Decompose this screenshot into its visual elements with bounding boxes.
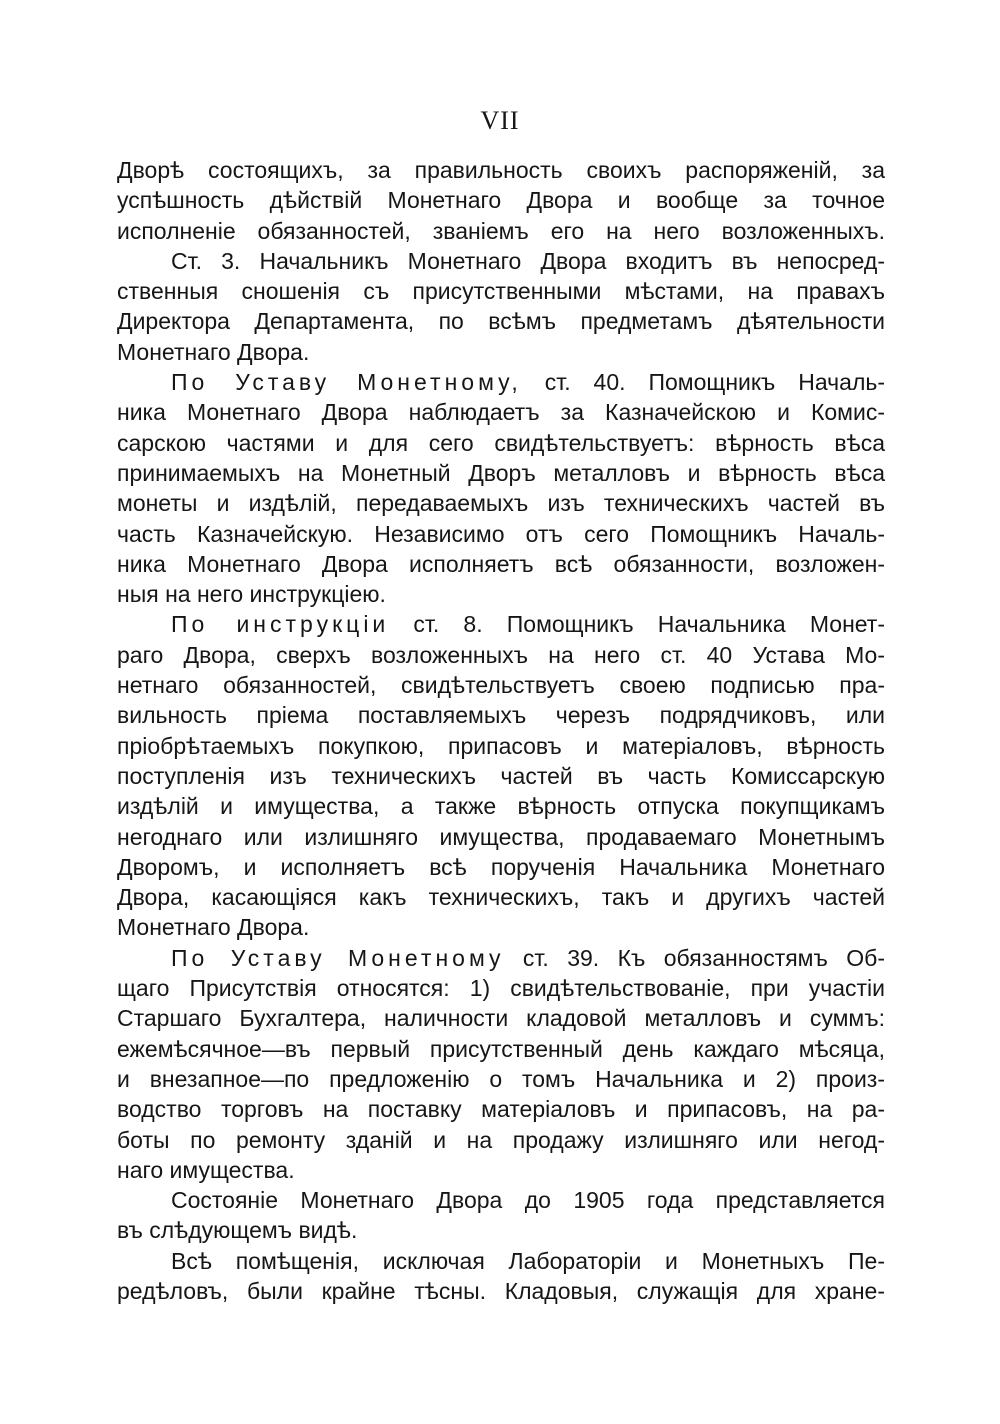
line-text: Монетнаго Двора. — [117, 914, 310, 941]
line-text: ст. 39. Къ обязанностямъ Об- — [522, 944, 885, 971]
text-line — [117, 519, 885, 549]
text-line — [117, 1034, 885, 1064]
text-line — [117, 731, 885, 761]
text-line — [117, 761, 885, 791]
text-line — [117, 276, 885, 306]
line-text: ника Монетнаго Двора исполняетъ всѣ обязанности, возложен- — [117, 550, 885, 577]
line-text: Двора, касающіяся какъ техническихъ, такъ и другихъ частей — [117, 884, 885, 911]
line-text: ст. 8. Помощникъ Начальника Монет- — [413, 611, 885, 638]
text-line — [117, 488, 885, 518]
line-text: ныя на него инструкціею. — [117, 581, 386, 608]
text-line — [117, 609, 885, 639]
text-line — [117, 943, 885, 973]
text-line — [117, 852, 885, 882]
text-line — [117, 670, 885, 700]
line-text: негоднаго или излишняго имущества, продаваемаго Монетнымъ — [117, 823, 885, 850]
text-line — [117, 216, 885, 246]
line-text: издѣлій и имущества, а также вѣрность отпуска покупщикамъ — [117, 793, 885, 820]
text-line — [117, 1094, 885, 1124]
line-text: водство торговъ на поставку матеріаловъ и припасовъ, на ра- — [117, 1096, 885, 1123]
body-text — [117, 155, 885, 1306]
spaced-citation: По Уставу Монетному, — [171, 369, 522, 396]
text-line — [117, 185, 885, 215]
text-line — [117, 246, 885, 276]
line-text: въ слѣдующемъ видѣ. — [117, 1217, 358, 1244]
line-text: Дворомъ, и исполняетъ всѣ порученія Начальника Монетнаго — [117, 853, 885, 880]
spaced-citation: По инструкціи — [171, 611, 390, 638]
line-text: сарскою частями и для сего свидѣтельствуетъ: вѣрность вѣса — [117, 429, 885, 456]
text-line — [117, 397, 885, 427]
text-line — [117, 337, 885, 367]
text-line — [117, 822, 885, 852]
line-text: ника Монетнаго Двора наблюдаетъ за Казначейскою и Комис- — [117, 399, 885, 426]
text-line — [117, 640, 885, 670]
line-text: редѣловъ, были крайне тѣсны. Кладовыя, служащія для хране- — [117, 1277, 885, 1304]
text-line — [117, 367, 885, 397]
text-line — [117, 428, 885, 458]
text-line — [117, 912, 885, 942]
line-text: успѣшность дѣйствій Монетнаго Двора и вообще за точное — [117, 187, 885, 214]
text-line — [117, 791, 885, 821]
spaced-citation: По Уставу Монетному — [171, 944, 505, 971]
line-text: поступленія изъ техническихъ частей въ часть Комиссарскую — [117, 762, 885, 789]
text-line — [117, 579, 885, 609]
line-text: Старшаго Бухгалтера, наличности кладовой металловъ и суммъ: — [117, 1005, 885, 1032]
line-text: нетнаго обязанностей, свидѣтельствуетъ своею подписью пра- — [117, 672, 885, 699]
line-text: Состояніе Монетнаго Двора до 1905 года представляется — [171, 1187, 885, 1214]
text-line — [117, 549, 885, 579]
line-text: вильность пріема поставляемыхъ черезъ подрядчиковъ, или — [117, 702, 885, 729]
page-number: VII — [480, 106, 520, 135]
line-text: ежемѣсячное—въ первый присутственный день каждаго мѣсяца, — [117, 1035, 885, 1062]
line-text: ст. 40. Помощникъ Началь- — [544, 369, 886, 396]
line-text: Ст. 3. Начальникъ Монетнаго Двора входитъ въ непосред- — [171, 247, 885, 274]
text-line — [117, 1185, 885, 1215]
text-line — [117, 973, 885, 1003]
line-text: Директора Департамента, по всѣмъ предметамъ дѣятельности — [117, 308, 885, 335]
text-line — [117, 1125, 885, 1155]
text-line — [117, 1003, 885, 1033]
text-line — [117, 1276, 885, 1306]
text-line — [117, 458, 885, 488]
text-line — [117, 155, 885, 185]
line-text: раго Двора, сверхъ возложенныхъ на него ст. 40 Устава Мо- — [117, 641, 885, 668]
text-line — [117, 700, 885, 730]
text-line — [117, 882, 885, 912]
line-text: исполненіе обязанностей, званіемъ его на него возложенныхъ. — [117, 217, 885, 244]
line-text: наго имущества. — [117, 1156, 295, 1183]
line-text: часть Казначейскую. Независимо отъ сего Помощникъ Началь- — [117, 520, 885, 547]
line-text: Всѣ помѣщенія, исключая Лабораторіи и Монетныхъ Пе- — [171, 1247, 885, 1274]
line-text: Дворѣ состоящихъ, за правильность своихъ распоряженій, за — [117, 157, 885, 183]
text-line — [117, 1064, 885, 1094]
text-line — [117, 306, 885, 336]
line-text: принимаемыхъ на Монетный Дворъ металловъ и вѣрность вѣса — [117, 459, 885, 486]
line-text: монеты и издѣлій, передаваемыхъ изъ техническихъ частей въ — [117, 490, 885, 517]
line-text: пріобрѣтаемыхъ покупкою, припасовъ и матеріаловъ, вѣрность — [117, 732, 885, 759]
line-text: Монетнаго Двора. — [117, 338, 310, 365]
text-line — [117, 1246, 885, 1276]
text-line — [117, 1215, 885, 1245]
text-line — [117, 1155, 885, 1185]
line-text: и внезапное—по предложенію о томъ Начальника и 2) произ- — [117, 1065, 885, 1092]
line-text: боты по ремонту зданій и на продажу излишняго или негод- — [117, 1126, 885, 1153]
line-text: ственныя сношенія съ присутственными мѣстами, на правахъ — [117, 278, 885, 305]
line-text: щаго Присутствія относятся: 1) свидѣтельствованіе, при участіи — [117, 975, 885, 1002]
